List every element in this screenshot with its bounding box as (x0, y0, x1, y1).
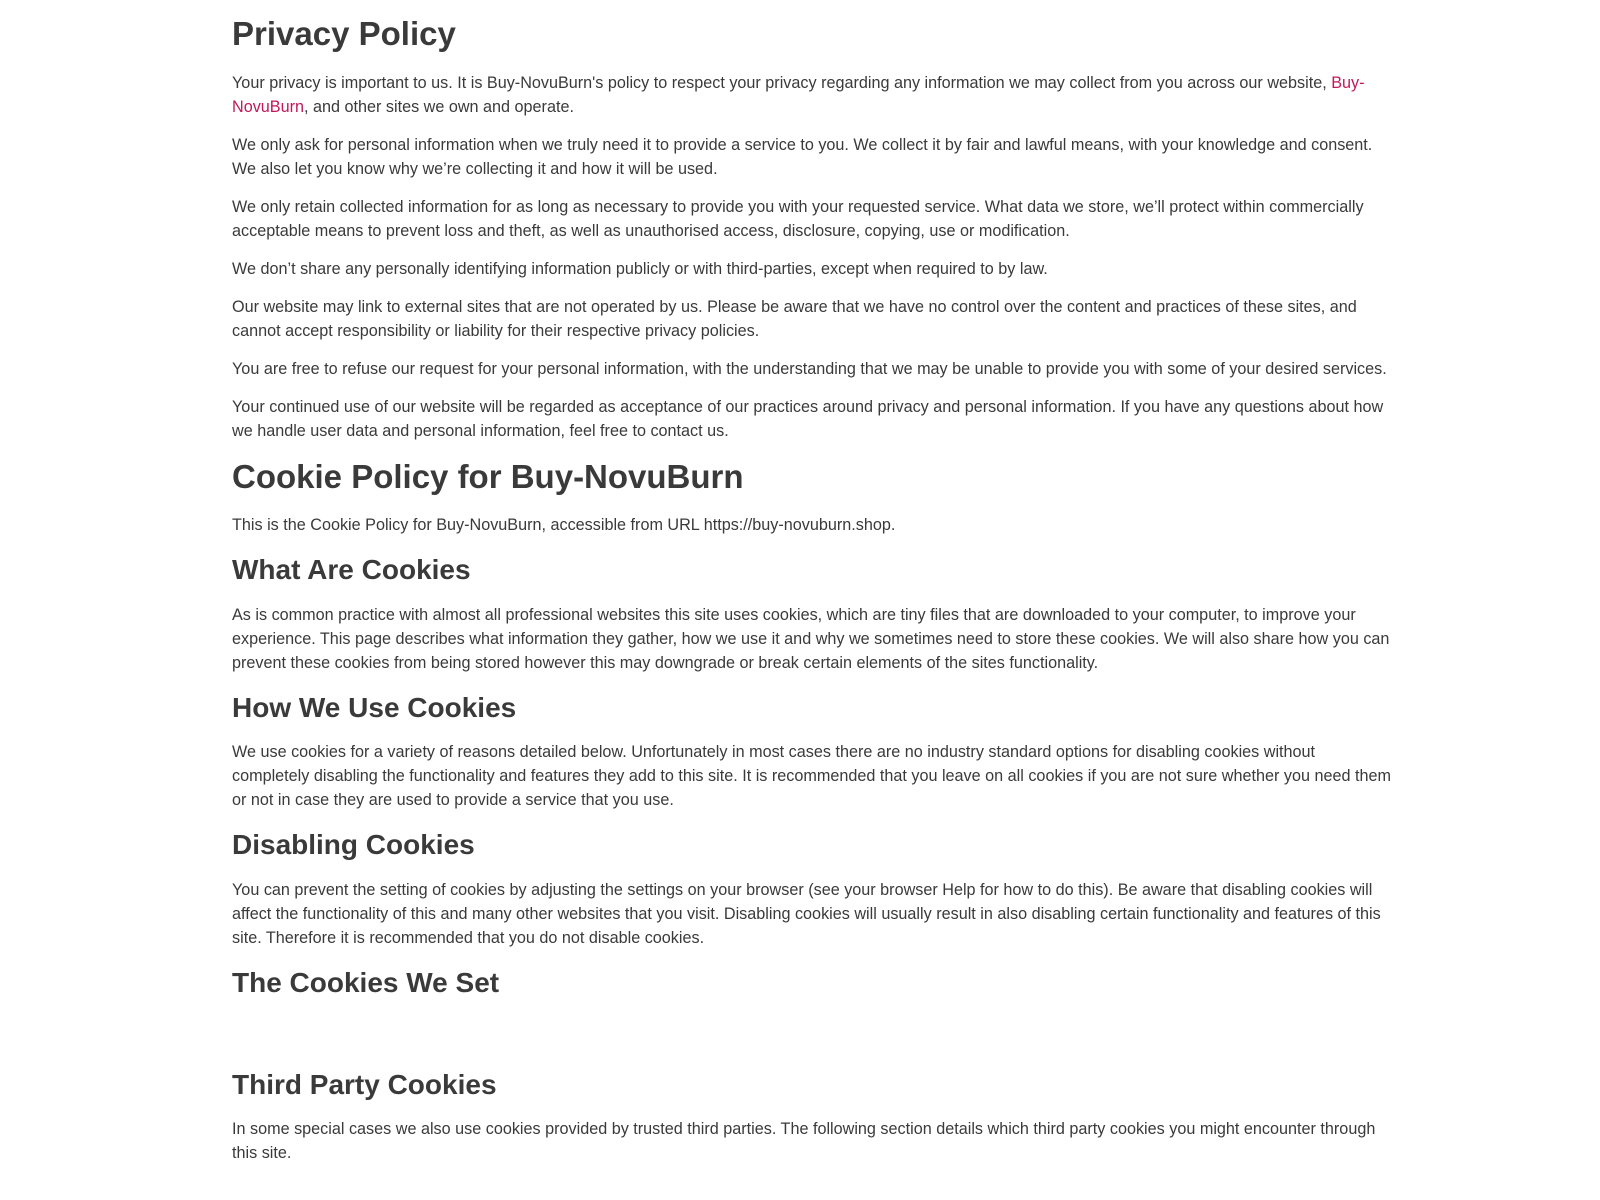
cookie-intro-paragraph: This is the Cookie Policy for Buy-NovuBurn, accessible from URL https://buy-novuburn.shop. (232, 516, 896, 535)
privacy-paragraph: We only ask for personal information when we truly need it to provide a service to you. We collect it by fair and lawful means, with your knowledge and consent. We also let you know why we’re collecting it and how it will be used. (232, 135, 1373, 178)
how-we-use-cookies-paragraph: We use cookies for a variety of reasons detailed below. Unfortunately in most cases there are no industry standard options for disabling cookies without completely disabling the functionality and features they add to this site. It is recommended that you leave on all cookies if you are not sure whether you need them or not in case they are used to provide a service that you use. (232, 743, 1391, 810)
privacy-paragraph: We don’t share any personally identifying information publicly or with third-parties, except when required to by law. (232, 259, 1048, 278)
privacy-paragraph: You are free to refuse our request for your personal information, with the understanding that we may be unable to provide you with some of your desired services. (232, 359, 1387, 378)
privacy-intro-text: Your privacy is important to us. It is Buy-NovuBurn's policy to respect your privacy regarding any information we may collect from you across our website, (232, 73, 1332, 92)
third-party-cookies-heading: Third Party Cookies (232, 1068, 497, 1100)
policy-content (232, 14, 1392, 1179)
privacy-paragraph: Your continued use of our website will be regarded as acceptance of our practices around privacy and personal information. If you have any questions about how we handle user data and personal information, feel free to contact us. (232, 397, 1384, 440)
what-are-cookies-paragraph: As is common practice with almost all professional websites this site uses cookies, which are tiny files that are downloaded to your computer, to improve your experience. This page describes what information they gather, how we use it and why we sometimes need to store these cookies. We will also share how you can prevent these cookies from being stored however this may downgrade or break certain elements of the sites functionality. (232, 605, 1390, 672)
cookies-we-set-heading: The Cookies We Set (232, 966, 500, 998)
what-are-cookies-heading: What Are Cookies (232, 554, 471, 586)
third-party-cookies-paragraph: In some special cases we also use cookies provided by trusted third parties. The following section details which third party cookies you might encounter through this site. (232, 1120, 1376, 1163)
privacy-intro-paragraph (232, 71, 1392, 119)
cookie-policy-title: Cookie Policy for Buy-NovuBurn (232, 457, 744, 495)
empty-cookie-list (232, 1016, 1392, 1052)
privacy-policy-title: Privacy Policy (232, 15, 456, 52)
privacy-paragraph: We only retain collected information for as long as necessary to provide you with your requested service. What data we store, we’ll protect within commercially acceptable means to prevent loss and theft, as well as unauthorised access, disclosure, copying, use or modification. (232, 197, 1364, 240)
disabling-cookies-paragraph: You can prevent the setting of cookies by adjusting the settings on your browser (see your browser Help for how to do this). Be aware that disabling cookies will affect the functionality of this and many other websites that you visit. Disabling cookies will usually result in also disabling certain functionality and features of this site. Therefore it is recommended that you do not disable cookies. (232, 880, 1381, 947)
site-link[interactable]: Buy-NovuBurn (232, 73, 1365, 116)
disabling-cookies-heading: Disabling Cookies (232, 829, 475, 861)
privacy-paragraph: Our website may link to external sites that are not operated by us. Please be aware that we have no control over the content and practices of these sites, and cannot accept responsibility or liability for their respective privacy policies. (232, 297, 1357, 340)
privacy-intro-text-end: , and other sites we own and operate. (303, 97, 574, 116)
how-we-use-cookies-heading: How We Use Cookies (232, 691, 517, 723)
